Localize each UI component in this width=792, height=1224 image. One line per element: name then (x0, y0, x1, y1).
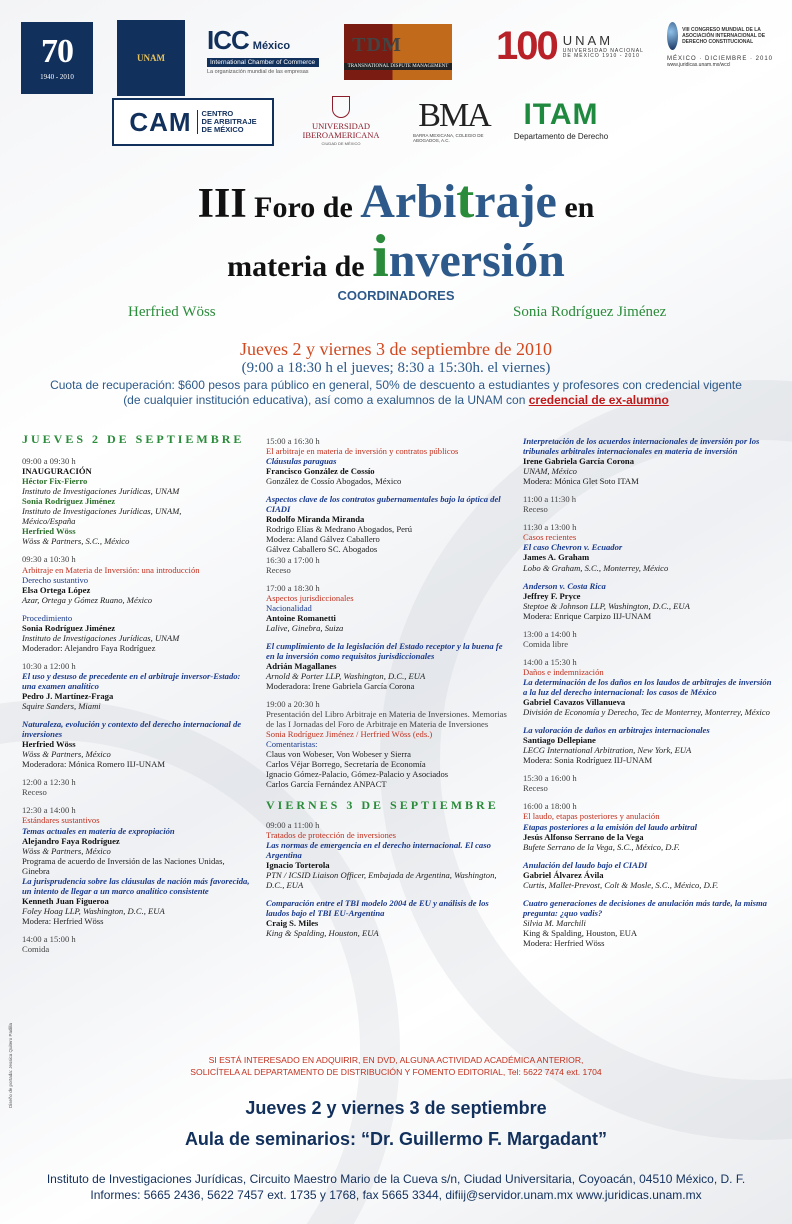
program-session (523, 436, 773, 486)
session-line: 12:30 a 14:00 h (22, 805, 76, 816)
session-line: 14:00 a 15:30 h (523, 656, 577, 667)
session-line: Arbitraje en Materia de Inversión: una introducción (22, 564, 200, 575)
program-session (523, 860, 773, 890)
session-line: Francisco González de Cossío (266, 466, 375, 477)
session-line: El caso Chevron v. Ecuador (523, 542, 623, 553)
session-line: Ignacio Gómez-Palacio, Gómez-Palacio y Asociados (266, 769, 449, 780)
program-session (22, 554, 252, 604)
session-line: Cláusulas paraguas (266, 456, 337, 467)
footer-address: Instituto de Investigaciones Jurídicas, Circuito Maestro Mario de la Cueva s/n, Ciudad Universitaria, Coyoacán, 04510 México, D. F. Informes: 5665 2436, 5622 7457 ext. 1735 y 1768, fax 5665 3344, difiij@servidor.unam.mx www.juridicas.unam.mx (46, 1172, 746, 1202)
session-line: LECG International Arbitration, New York, EUA (523, 745, 692, 756)
session-line: 09:00 a 11:00 h (266, 819, 320, 830)
session-line: Gabriel Álvarez Ávila (523, 869, 604, 880)
session-line: Sonia Rodríguez Jiménez (22, 496, 116, 507)
session-line: Instituto de Investigaciones Jurídicas, UNAM (22, 632, 180, 643)
globe-icon (667, 22, 678, 50)
program-session (523, 657, 773, 717)
ibero-logo: UNIVERSIDAD IBEROAMERICANA CIUDAD DE MÉXICO (303, 92, 379, 150)
session-line: Moderadora: Mónica Romero IIJ-UNAM (22, 759, 165, 770)
session-line: Instituto de Investigaciones Jurídicas, UNAM (22, 486, 180, 497)
session-line: 09:30 a 10:30 h (22, 554, 76, 565)
alumni-credential-link[interactable]: credencial de ex-alumno (528, 393, 669, 407)
session-line: La jurisprudencia sobre las cláusulas de nación más favorecida, un intento de llegar a un marco analítico consistente (22, 875, 250, 896)
coordinator-left: Herfried Wöss (128, 304, 216, 320)
session-line: Carlos Véjar Borrego, Secretaría de Economía (266, 759, 426, 770)
session-line: Irene Gabriela García Corona (523, 456, 634, 467)
session-line: Lobo & Graham, S.C., Monterrey, México (523, 562, 669, 573)
session-line: Comida libre (523, 638, 569, 649)
session-line: Modera: Aland Gálvez Caballero (266, 534, 380, 545)
session-line: Temas actuales en materia de expropiación (22, 825, 175, 836)
session-line: Anderson v. Costa Rica (523, 580, 606, 591)
session-line: Modera: Mónica Glet Soto ITAM (523, 476, 639, 487)
session-line: El laudo, etapas posteriores y anulación (523, 811, 660, 822)
day-heading-friday: VIERNES 3 DE SEPTIEMBRE (266, 797, 499, 812)
session-line: Antoine Romanetti (266, 612, 336, 623)
session-line: Steptoe & Johnson LLP, Washington, D.C., EUA (523, 600, 690, 611)
program-session (523, 773, 773, 793)
cam-logo: CAM CENTRO DE ARBITRAJE DE MÉXICO (112, 98, 274, 146)
program-session (22, 934, 252, 954)
session-line: Instituto de Investigaciones Jurídicas, UNAM, (22, 506, 182, 517)
session-line: La valoración de daños en arbitrajes internacionales (523, 725, 710, 736)
session-line: Sonia Rodríguez Jiménez / Herfried Wöss (eds.) (266, 729, 433, 740)
session-line: 11:30 a 13:00 h (523, 522, 577, 533)
session-line: Naturaleza, evolución y contexto del derecho internacional de inversiones (22, 719, 242, 740)
session-line: Gabriel Cavazos Villanueva (523, 697, 626, 708)
session-line: Foley Hoag LLP, Washington, D.C., EUA (22, 905, 165, 916)
session-line: 11:00 a 11:30 h (523, 494, 577, 505)
program-session (266, 494, 510, 574)
session-line: Claus von Wobeser, Von Wobeser y Sierra (266, 749, 411, 760)
unam-crest-logo: UNAM (117, 20, 185, 96)
session-line: 17:00 a 18:30 h (266, 582, 320, 593)
session-line: Lalive, Ginebra, Suiza (266, 622, 344, 633)
session-line: Alejandro Faya Rodríguez (22, 835, 120, 846)
session-line: Derecho sustantivo (22, 574, 89, 585)
program-session (523, 629, 773, 649)
session-line: Ignacio Torterola (266, 859, 330, 870)
session-line: 19:00 a 20:30 h (266, 699, 320, 710)
session-line: El cumplimiento de la legislación del Estado receptor y la buena fe en la inversión como requisitos jurisdiccionales (266, 640, 503, 661)
session-line: México/España (22, 516, 76, 527)
session-line: 10:30 a 12:00 h (22, 660, 76, 671)
session-line: 16:30 a 17:00 h (266, 554, 320, 565)
session-line: Programa de acuerdo de Inversión de las Naciones Unidas, Ginebra (22, 855, 225, 876)
session-line: Aspectos jurisdiccionales (266, 592, 354, 603)
coordinator-right: Sonia Rodríguez Jiménez (513, 304, 667, 320)
session-line: División de Economía y Derecho, Tec de Monterrey, Monterrey, México (523, 707, 770, 718)
program-session (22, 805, 252, 926)
session-line: Receso (22, 787, 47, 798)
iij-70-logo: 70 1940 - 2010 (21, 22, 93, 94)
event-title-line-1: III Foro de Arbitraje en (197, 169, 595, 229)
session-line: 15:00 a 16:30 h (266, 436, 320, 446)
session-line: UNAM, México (523, 466, 577, 477)
session-line: King & Spalding, Houston, EUA (523, 927, 638, 938)
program-session (266, 436, 510, 486)
program-session (22, 719, 252, 769)
session-line: Bufete Serrano de la Vega, S.C., México, D.F. (523, 841, 680, 852)
program-session (22, 661, 252, 711)
session-line: Anulación del laudo bajo el CIADI (523, 859, 648, 870)
session-line: Jesús Alfonso Serrano de la Vega (523, 831, 644, 842)
session-line: Comida (22, 944, 50, 955)
session-line: Elsa Ortega López (22, 584, 91, 595)
session-line: Sonia Rodríguez Jiménez (22, 622, 116, 633)
footer-dates: Jueves 2 y viernes 3 de septiembre (245, 1098, 547, 1118)
session-line: Las normas de emergencia en el derecho internacional. El caso Argentina (266, 839, 491, 860)
session-line: Curtis, Mallet-Prevost, Colt & Mosle, S.C., México, D.F. (523, 879, 719, 890)
program-session (523, 581, 773, 621)
program-session (523, 522, 773, 572)
program-session (523, 725, 773, 765)
event-hours: (9:00 a 18:30 h el jueves; 8:30 a 15:30h. el viernes) (241, 360, 551, 376)
program-session (22, 613, 252, 653)
program-session (266, 583, 510, 633)
session-line: Modera: Herfried Wöss (523, 937, 605, 948)
footer-venue: Aula de seminarios: “Dr. Guillermo F. Margadant” (184, 1129, 608, 1149)
session-line: 12:00 a 12:30 h (22, 777, 76, 788)
session-line: Craig S. Miles (266, 917, 319, 928)
session-line: Héctor Fix-Fierro (22, 476, 88, 487)
ibero-crest-icon (332, 96, 350, 118)
program-session (523, 898, 773, 948)
session-line: Pedro J. Martínez-Fraga (22, 691, 114, 702)
session-line: Rodolfo Miranda Miranda (266, 514, 365, 525)
session-line: INAUGURACIÓN (22, 466, 92, 477)
session-line: Azar, Ortega y Gómez Ruano, México (22, 594, 153, 605)
program-column-1 (22, 432, 252, 962)
program-session (22, 456, 252, 546)
program-session (266, 820, 510, 890)
dvd-notice: SI ESTÁ INTERESADO EN ADQUIRIR, EN DVD, ALGUNA ACTIVIDAD ACADÉMICA ANTERIOR, SOLICÍTELA AL DEPARTAMENTO DE DISTRIBUCIÓN Y FOMENTO EDITORIAL, Tel: 5622 7474 ext. 1704 (190, 1055, 602, 1078)
session-line: Wöss & Partners, S.C., México (22, 536, 130, 547)
icc-mexico-logo: ICC México International Chamber of Commerce La organización mundial de las empresas (207, 22, 319, 80)
program-session (266, 898, 510, 938)
session-line: 15:30 a 16:00 h (523, 773, 577, 784)
session-line: Comentaristas: (266, 739, 318, 750)
session-line: Moderador: Alejandro Faya Rodríguez (22, 642, 156, 653)
event-title-line-2: materia de inversión (227, 223, 565, 289)
session-line: Interpretación de los acuerdos internacionales de inversión por los tribunales arbitrales internacionales en materia de inversión (523, 436, 760, 457)
session-line: Silvia M. Marchili (523, 917, 586, 928)
session-line: Santiago Dellepiane (523, 735, 596, 746)
fee-info: Cuota de recuperación: $600 pesos para público en general, 50% de descuento a estudiantes y profesores con credencial vigente (de cualquier institución educativa), así como a exalumnos de la UNAM con credencial de ex-alumno (50, 378, 742, 407)
session-line: Herfried Wöss (22, 526, 76, 537)
session-line: Herfried Wöss (22, 739, 76, 750)
session-line: Carlos García Fernández ANPACT (266, 779, 387, 790)
session-line: Receso (523, 783, 548, 794)
session-line: Wöss & Partners, México (22, 845, 111, 856)
session-line: Jeffrey F. Pryce (523, 590, 581, 601)
session-line: El arbitraje en materia de inversión y contratos públicos (266, 446, 459, 457)
session-line: Modera: Herfried Wöss (22, 915, 104, 926)
program-session (523, 494, 773, 514)
session-line: Moderadora: Irene Gabriela García Corona (266, 681, 415, 692)
session-line: Kenneth Juan Figueroa (22, 895, 109, 906)
session-line: PTN / ICSID Liaison Officer, Embajada de Argentina, Washington, D.C., EUA (266, 869, 497, 890)
session-line: King & Spalding, Houston, EUA (266, 928, 379, 938)
session-line: Rodrigo Elías & Medrano Abogados, Perú (266, 524, 413, 535)
design-credit: Diseño de portada: Jessica Quitero Padilla (8, 1022, 13, 1108)
unam-100-logo: 100 UNAM UNIVERSIDAD NACIONAL DE MÉXICO 1910 - 2010 (496, 23, 644, 68)
tdm-logo: TDM TRANSNATIONAL DISPUTE MANAGEMENT (344, 24, 452, 80)
session-line: Presentación del Libro Arbitraje en Materia de Inversiones. Memorias de las I Jornadas del Foro de Arbitraje en Materia de Inversiones (266, 709, 507, 730)
session-line: Gálvez Caballero SC. Abogados (266, 544, 378, 555)
session-line: Modera: Enrique Carpizo IIJ-UNAM (523, 610, 652, 621)
session-line: Nacionalidad (266, 602, 312, 613)
session-line: Adrián Magallanes (266, 660, 337, 671)
session-line: Daños e indemnización (523, 666, 604, 677)
session-line: Etapas posteriores a la emisión del laudo arbitral (523, 821, 698, 832)
session-line: Modera: Sonia Rodríguez IIJ-UNAM (523, 755, 653, 766)
session-line: Receso (523, 504, 548, 515)
session-line: Estándares sustantivos (22, 815, 100, 826)
session-line: Wöss & Partners, México (22, 749, 111, 760)
coordinators-heading: COORDINADORES (337, 288, 455, 303)
session-line: 14:00 a 15:00 h (22, 934, 76, 944)
congreso-mundial-logo: VIII CONGRESO MUNDIAL DE LA ASOCIACIÓN INTERNACIONAL DE DERECHO CONSTITUCIONAL MÉXICO · DICIEMBRE · 2010 www.juridicas.unam.mx/wccl (667, 22, 775, 76)
bma-logo: BMA BARRA MEXICANA, COLEGIO DE ABOGADOS, A.C. (413, 97, 490, 143)
itam-logo: ITAM Departamento de Derecho (513, 97, 609, 141)
program-session (523, 801, 773, 851)
session-line: 16:00 a 18:00 h (523, 801, 577, 812)
session-line: González de Cossío Abogados, México (266, 476, 402, 487)
session-line: James A. Graham (523, 552, 590, 563)
session-line: Arnold & Porter LLP, Washington, D.C., EUA (266, 670, 426, 681)
session-line: El uso y desuso de precedente en el arbitraje inversor-Estado: una examen analítico (22, 670, 241, 691)
session-line: Procedimiento (22, 612, 73, 623)
session-line: Cuatro generaciones de decisiones de anulación más tarde, la misma pregunta: ¿quo vadis? (523, 897, 767, 918)
session-line: Receso (266, 564, 291, 575)
program-session (266, 699, 510, 789)
session-line: Squire Sanders, Miami (22, 701, 101, 712)
session-line: Comparación entre el TBI modelo 2004 de EU y análisis de los laudos bajo el TBI EU-Argentina (266, 897, 489, 918)
program-session (22, 777, 252, 797)
program-column-3 (523, 436, 773, 956)
session-line: 09:00 a 09:30 h (22, 456, 76, 467)
session-line: Tratados de protección de inversiones (266, 829, 396, 840)
session-line: Casos recientes (523, 532, 577, 543)
event-dates: Jueves 2 y viernes 3 de septiembre de 2010 (240, 339, 552, 359)
session-line: Aspectos clave de los contratos gubernamentales bajo la óptica del CIADI (266, 494, 501, 515)
program-session (266, 641, 510, 691)
program-column-2 (266, 436, 510, 946)
session-line: 13:00 a 14:00 h (523, 628, 577, 639)
day-heading-thursday: JUEVES 2 DE SEPTIEMBRE (22, 432, 245, 446)
session-line: La determinación de los daños en los laudos de arbitrajes de inversión a la luz del derecho internacional: los casos de México (523, 676, 772, 697)
